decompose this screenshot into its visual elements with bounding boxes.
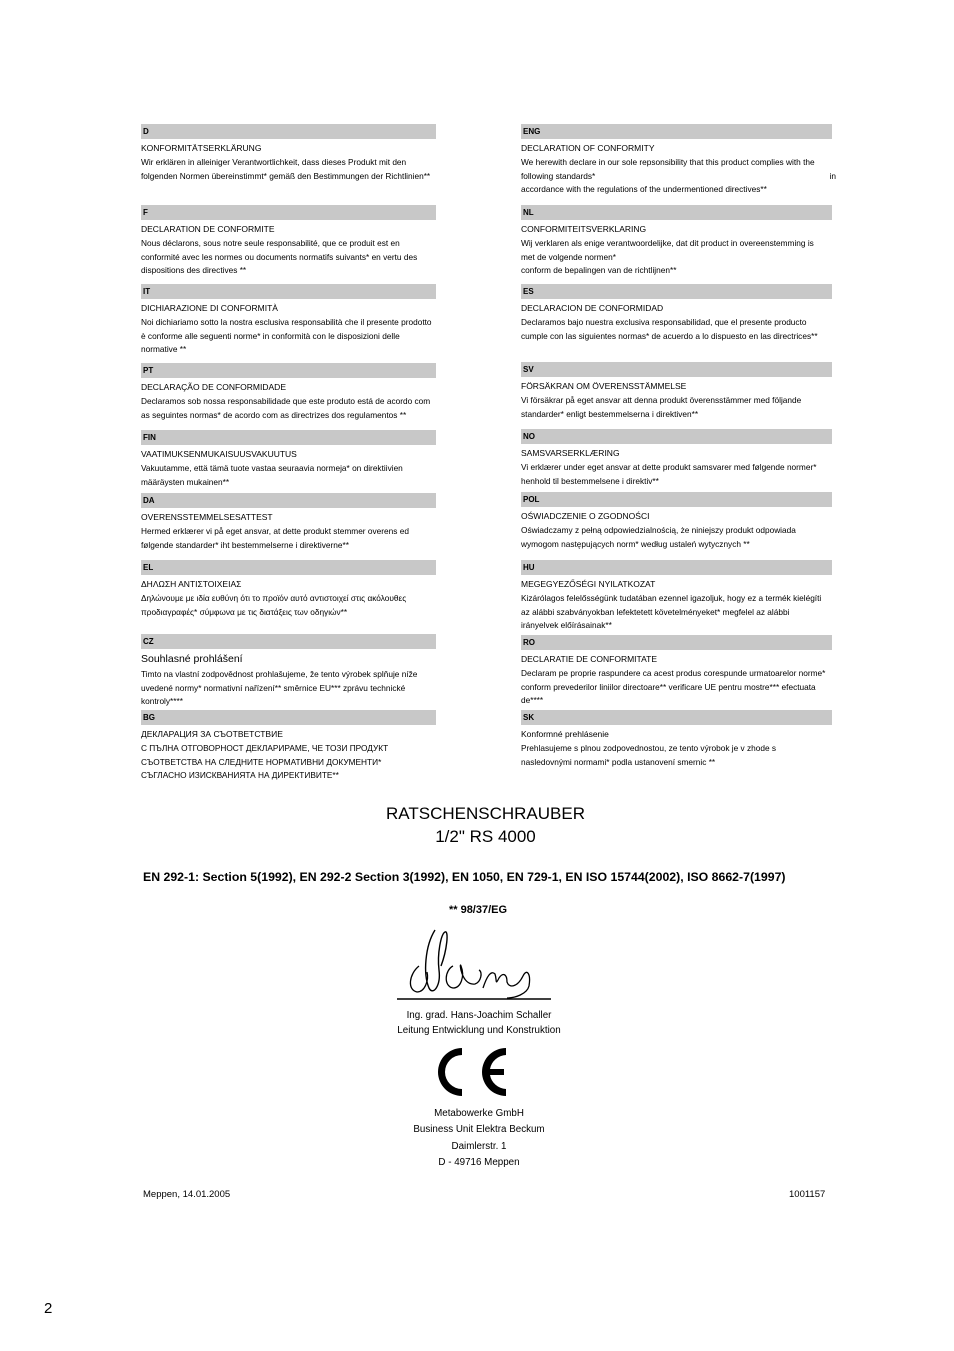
declaration-heading: DECLARATION OF CONFORMITY (521, 143, 655, 153)
declaration-text (521, 742, 832, 769)
text-line: conformité avec les normes ou documents normatifs suivants* en vertu des (141, 251, 418, 262)
language-code-bar: NL (521, 205, 832, 220)
declaration-nl (521, 205, 832, 278)
text-line: Declaramos bajo nuestra exclusiva responsabilidad, que el presente producto (521, 317, 807, 327)
text-line: følgende standarder* iht bestemmelserne i direktiverne** (141, 539, 349, 550)
language-code-bar: PT (141, 363, 436, 378)
declaration-heading: DECLARACION DE CONFORMIDAD (521, 303, 664, 313)
text-line: Declaram pe proprie raspundere ca acest produs corespunde urmatoarelor norme* (521, 668, 826, 678)
applied-standards: EN 292-1: Section 5(1992), EN 292-2 Section 3(1992), EN 1050, EN 729-1, EN ISO 15744(2002), ISO 8662-7(1997) (143, 870, 786, 884)
text-line: Vi erklærer under eget ansvar at dette produkt samsvarer med følgende normer* (521, 462, 817, 472)
text-line: Wir erklären in alleiniger Verantwortlichkeit, dass dieses Produkt mit den (141, 157, 407, 167)
text-fragment: in (829, 170, 836, 181)
text-line: Vakuutamme, että tämä tuote vastaa seuraavia normeja* on direktiivien (141, 463, 403, 473)
text-line: wymogom następujących norm* według ustaleń wytycznych ** (521, 538, 750, 549)
declaration-el (141, 560, 436, 619)
text-line: de**** (521, 695, 544, 705)
text-line: Wij verklaren als enige verantwoordelijke, dat dit product in overeenstemming is (521, 238, 814, 248)
declaration-hu (521, 560, 832, 633)
text-line: dispositions des directives ** (141, 265, 247, 275)
text-line: Hermed erklærer vi på eget ansvar, at dette produkt stemmer overens ed (141, 526, 409, 536)
product-model: 1/2" RS 4000 (435, 827, 536, 846)
declaration-es (521, 284, 832, 343)
language-code-bar: F (141, 205, 436, 220)
language-code-bar: D (141, 124, 436, 139)
declaration-text (521, 524, 832, 551)
declaration-pol (521, 492, 832, 551)
page-number: 2 (44, 1300, 53, 1317)
text-line: Prehlasujeme s plnou zodpovednostou, ze tento výrobok je v zhode s (521, 743, 777, 753)
declaration-fin (141, 430, 436, 489)
text-line (521, 170, 836, 184)
text-line: è conforme alle seguenti norme* in conformità con le disposizioni delle (141, 330, 400, 341)
text-line: folgenden Normen übereinstimmt* gemäß den Bestimmungen der Richtlinien** (141, 170, 431, 181)
text-line: Timto na vlastní zodpovědnost prohlašujeme, že tento výrobek splňuje níže (141, 669, 418, 679)
ce-mark-icon (434, 1046, 514, 1098)
declaration-de (141, 124, 436, 183)
text-line: as seguintes normas* de acordo com as directrizes dos regulamentos ** (141, 409, 407, 420)
declaration-text (141, 395, 436, 422)
text-line: cumple con las siguientes normas* de acuerdo a lo dispuesto en las directrices** (521, 330, 818, 341)
declaration-eng (521, 124, 836, 197)
declaration-heading: ΔΗΛΩΣΗ ΑΝΤΙΣΤΟΙΧΕΙΑΣ (141, 579, 242, 589)
text-line: С ПЪЛНА ОТГОВОРНОСТ ДЕКЛАРИРАМЕ, ЧЕ ТОЗИ ПРОДУКТ (141, 743, 389, 753)
declaration-text (141, 742, 436, 783)
text-line: irányelvek előírásainak** (521, 620, 612, 630)
declaration-heading: FÖRSÄKRAN OM ÖVERENSSTÄMMELSE (521, 381, 687, 391)
declaration-text (521, 592, 832, 633)
declaration-text (521, 461, 832, 488)
language-code-bar: SK (521, 710, 832, 725)
declaration-f (141, 205, 436, 278)
declaration-da (141, 493, 436, 552)
declaration-heading: KONFORMITÄTSERKLÄRUNG (141, 143, 262, 153)
language-code-bar: NO (521, 429, 832, 444)
declaration-heading: SAMSVARSERKLÆRING (521, 448, 620, 458)
declaration-heading: MEGEGYEZŐSÉGI NYILATKOZAT (521, 579, 656, 589)
product-name: RATSCHENSCHRAUBER (386, 804, 585, 823)
declaration-heading: Konformné prehlásenie (521, 729, 609, 739)
declaration-ro (521, 635, 832, 708)
declaration-text (521, 394, 832, 421)
text-line: Nous déclarons, sous notre seule responsabilité, que ce produit est en (141, 238, 400, 248)
language-code-bar: FIN (141, 430, 436, 445)
text-line: СЪОТВЕТСТВА НА СЛЕДНИТЕ НОРМАТИВНИ ДОКУМЕНТИ* (141, 756, 382, 767)
language-code-bar: POL (521, 492, 832, 507)
language-code-bar: RO (521, 635, 832, 650)
declaration-text (141, 316, 436, 357)
declaration-text (521, 667, 832, 708)
text-line: conform de bepalingen van de richtlijnen** (521, 265, 677, 275)
language-code-bar: IT (141, 284, 436, 299)
declaration-it (141, 284, 436, 357)
text-line: määräysten mukainen** (141, 476, 230, 487)
declaration-heading: OVERENSSTEMMELSESATTEST (141, 512, 273, 522)
declaration-cz (141, 634, 436, 709)
text-line: nasledovnými normami* podla ustanovení smernic ** (521, 756, 716, 767)
declaration-sk (521, 710, 832, 769)
text-line: προδιαγραφές* σύμφωνα με τις διατάξεις των οδηγιών** (141, 606, 348, 617)
applied-directive: ** 98/37/EG (448, 904, 508, 916)
declaration-heading: ДЕКЛАРАЦИЯ ЗА СЪОТВЕТСТВИЕ (141, 729, 283, 739)
declaration-text (141, 525, 436, 552)
declaration-heading: Souhlasné prohlášení (141, 653, 243, 665)
declaration-heading: CONFORMITEITSVERKLARING (521, 224, 647, 234)
text-line: conform prevederilor liniilor directoare** verificare UE pentru mostre*** efectuata (521, 681, 816, 692)
language-code-bar: EL (141, 560, 436, 575)
language-code-bar: SV (521, 362, 832, 377)
text-line: uvedené normy* normativní nařízení** směrnice EU*** zprávu technické (141, 682, 406, 693)
language-code-bar: DA (141, 493, 436, 508)
place-date: Meppen, 14.01.2005 (143, 1189, 231, 1200)
text-line: Kizárólagos felelősségünk tudatában ezennel igazoljuk, hogy ez a termék kielégíti (521, 593, 822, 603)
text-line: Oświadczamy z pełną odpowiedzialnością, że niniejszy produkt odpowiada (521, 525, 796, 535)
signatory-name: Ing. grad. Hans-Joachim Schaller (406, 1010, 552, 1021)
document-number: 1001157 (789, 1189, 826, 1200)
language-code-bar: BG (141, 710, 436, 725)
text-line: We herewith declare in our sole repsonsibility that this product complies with the (521, 157, 815, 167)
text-line: standarder* enligt bestemmelserna i direktiven** (521, 408, 699, 419)
text-fragment: following standards* (521, 170, 596, 181)
signature-image (395, 926, 555, 1002)
declaration-text (521, 237, 832, 278)
declaration-text (141, 156, 436, 183)
text-line: accordance with the regulations of the undermentioned directives** (521, 184, 767, 194)
declaration-sv (521, 362, 832, 421)
declaration-heading: DECLARAÇÃO DE CONFORMIDADE (141, 382, 286, 392)
text-line: Noi dichiariamo sotto la nostra esclusiva responsabilità che il presente prodotto (141, 317, 432, 327)
declaration-heading: OŚWIADCZENIE O ZGODNOŚCI (521, 511, 650, 521)
language-code-bar: ES (521, 284, 832, 299)
declaration-text (141, 592, 436, 619)
text-line: az alábbi szabványokban lefektetett követelményeket* megfelel az alábbi (521, 606, 790, 617)
text-line: kontroly**** (141, 696, 183, 706)
text-line: Declaramos sob nossa responsabilidade que este produto está de acordo com (141, 396, 431, 406)
company-unit: Business Unit Elektra Beckum (413, 1124, 545, 1135)
company-city: D - 49716 Meppen (438, 1157, 520, 1168)
text-line: Δηλώνουμε με ιδία ευθύνη ότι το προϊόν αυτό αντιστοιχεί στις ακόλουθες (141, 593, 407, 603)
declaration-text (521, 316, 832, 343)
declaration-pt (141, 363, 436, 422)
text-line: met de volgende normen* (521, 251, 617, 262)
text-line: СЪГЛАСНО ИЗИСКВАНИЯТА НА ДИРЕКТИВИТЕ** (141, 770, 339, 780)
text-line: Vi försäkrar på eget ansvar att denna produkt överensstämmer med följande (521, 395, 802, 405)
declaration-text (141, 462, 436, 489)
language-code-bar: CZ (141, 634, 436, 649)
company-name: Metabowerke GmbH (434, 1108, 524, 1119)
language-code-bar: HU (521, 560, 832, 575)
text-line: henhold til bestemmelsene i direktiv** (521, 475, 659, 486)
company-street: Daimlerstr. 1 (451, 1141, 507, 1152)
signatory-role: Leitung Entwicklung und Konstruktion (397, 1025, 561, 1036)
declaration-text (141, 237, 436, 278)
declaration-heading: DICHIARAZIONE DI CONFORMITÀ (141, 303, 278, 313)
declaration-heading: DECLARATIE DE CONFORMITATE (521, 654, 658, 664)
declaration-text (141, 668, 436, 709)
language-code-bar: ENG (521, 124, 832, 139)
declaration-no (521, 429, 832, 488)
text-line: normative ** (141, 344, 187, 354)
declaration-bg (141, 710, 436, 783)
declaration-heading: DECLARATION DE CONFORMITE (141, 224, 275, 234)
declaration-text (521, 156, 836, 197)
declaration-heading: VAATIMUKSENMUKAISUUSVAKUUTUS (141, 449, 297, 459)
